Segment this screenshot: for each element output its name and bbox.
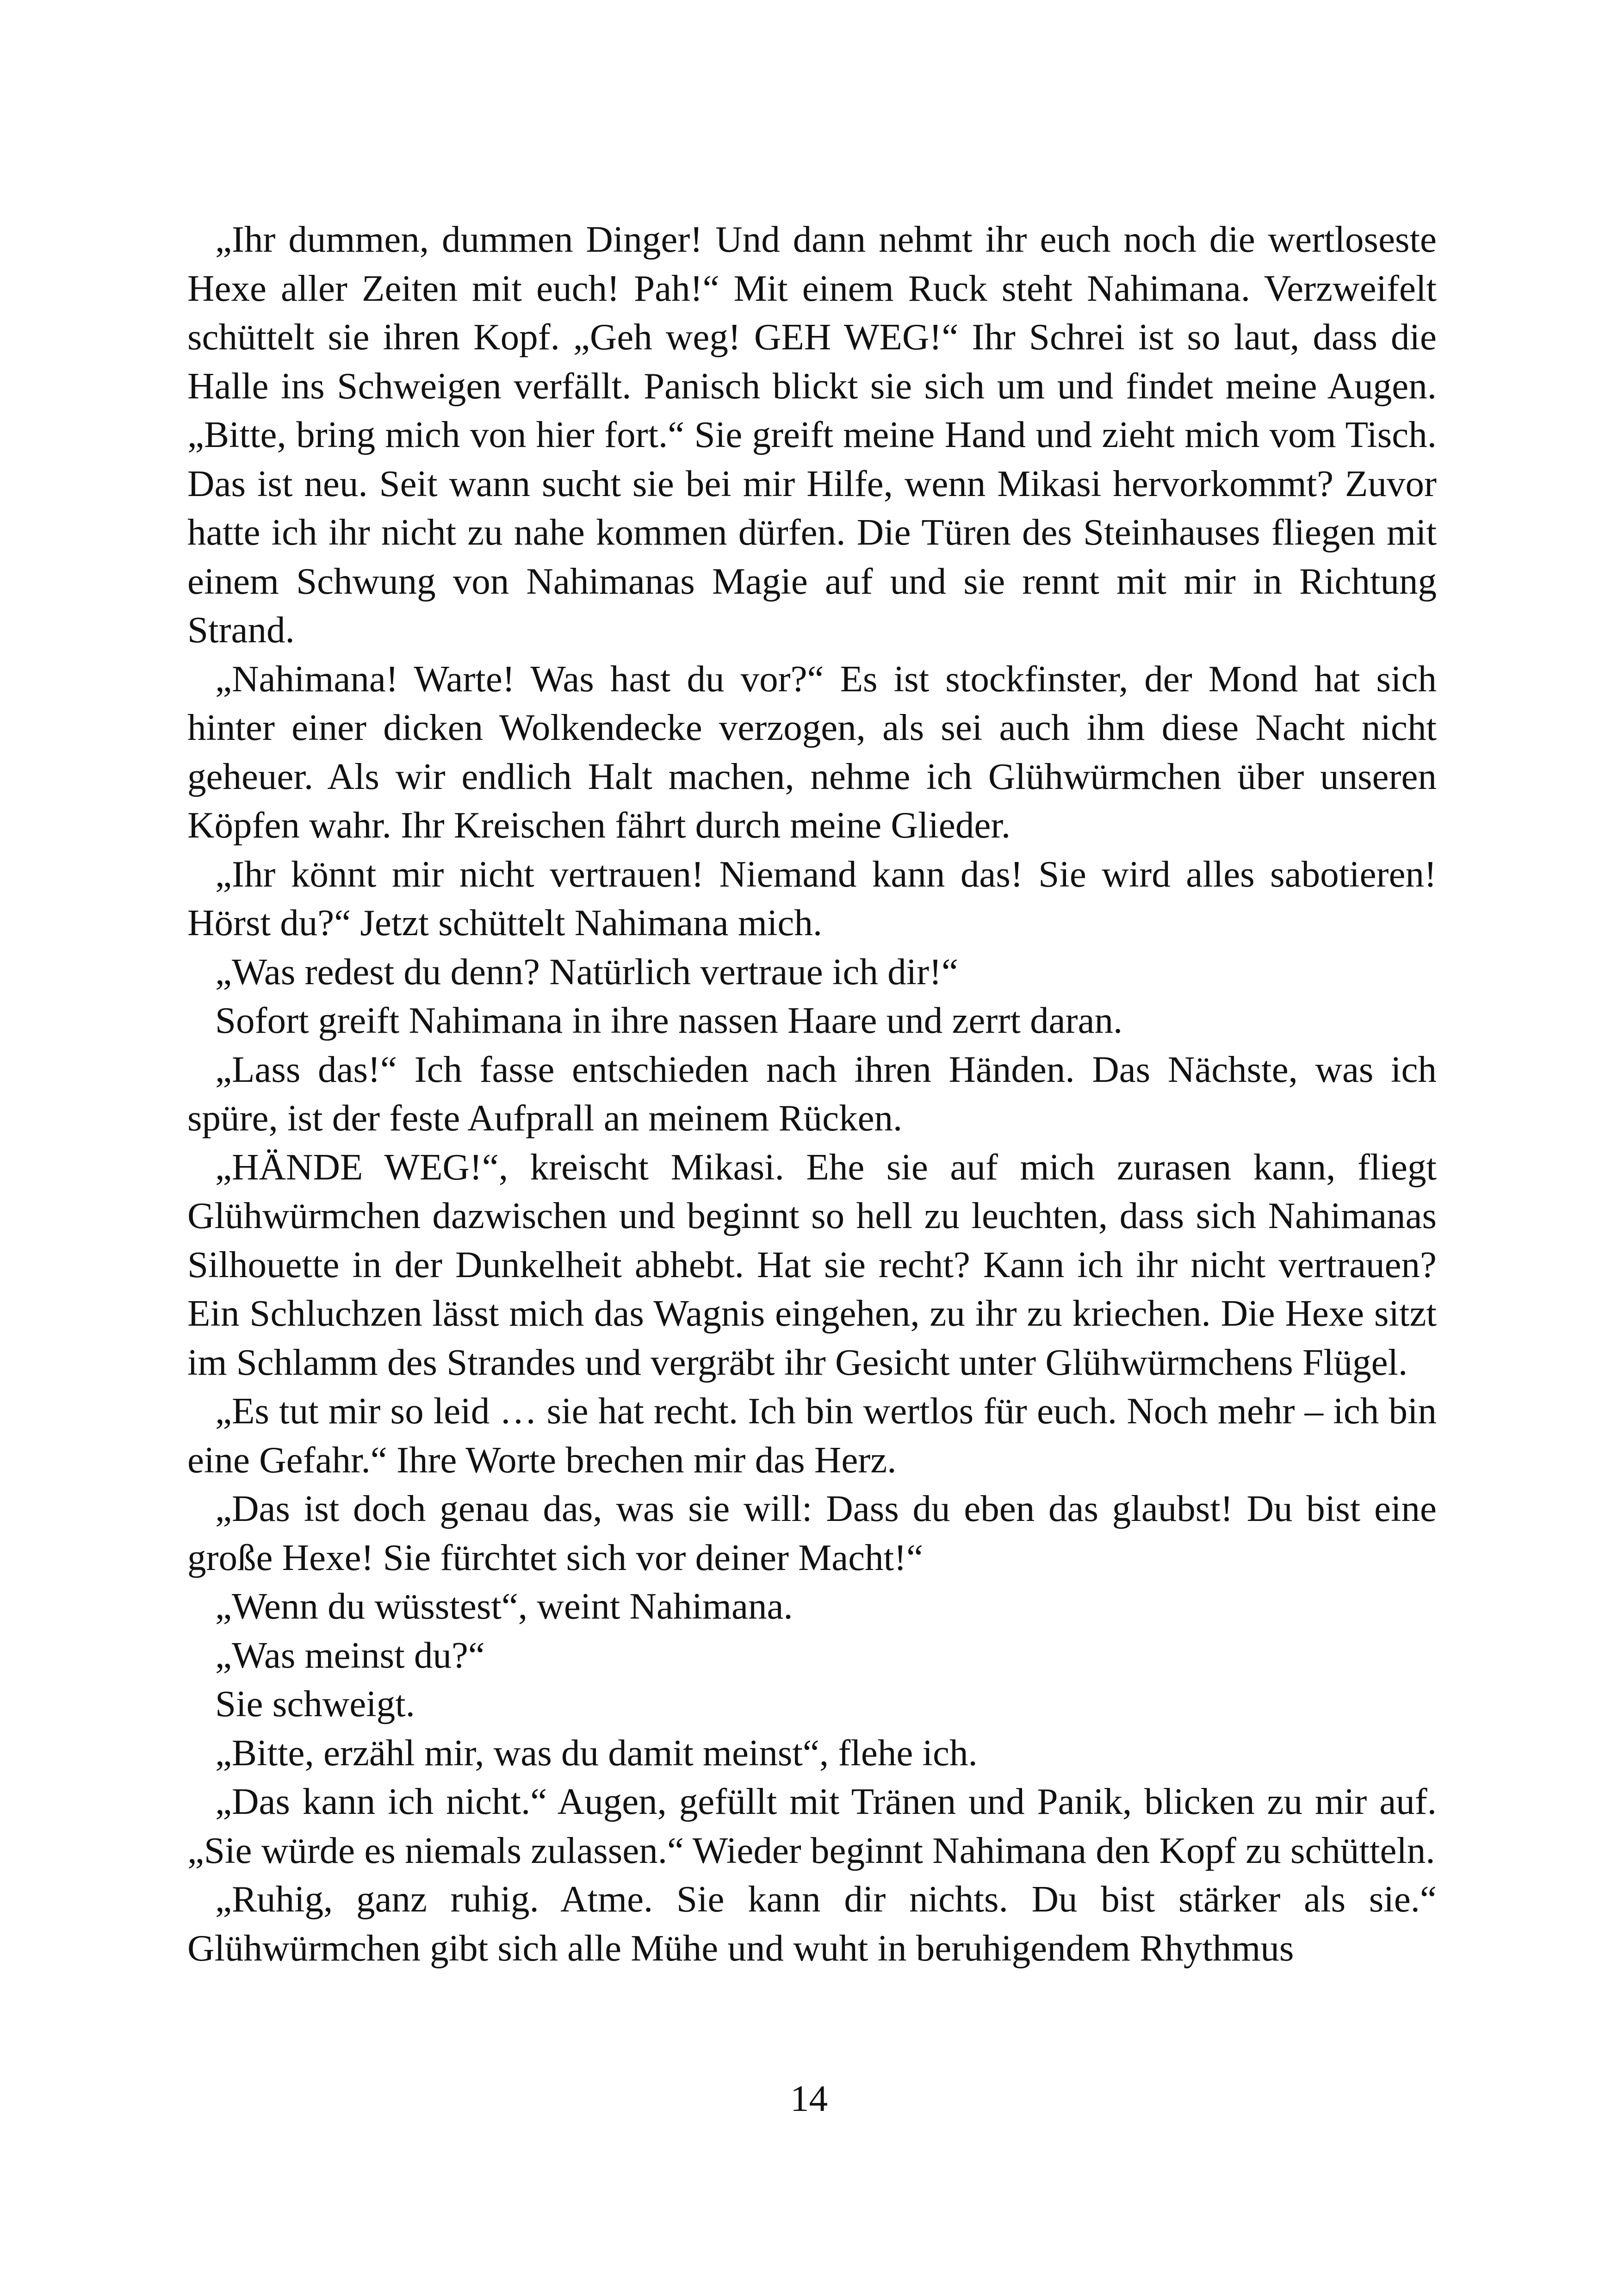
paragraph: „Nahimana! Warte! Was hast du vor?“ Es ist stockfinster, der Mond hat sich hinter einer dicken Wolkendecke verzogen, als sei auch ihm diese Nacht nicht geheuer. Als wir endlich Halt machen, nehme ich Glühwürmchen über unseren Köpfen wahr. Ihr Kreischen fährt durch meine Glieder. bbox=[187, 658, 1437, 846]
paragraph: „Was redest du denn? Natürlich vertraue ich dir!“ bbox=[215, 950, 958, 993]
body-text bbox=[187, 215, 1437, 1973]
paragraph: „Ihr dummen, dummen Dinger! Und dann nehmt ihr euch noch die wertloseste Hexe aller Zeiten mit euch! Pah!“ Mit einem Ruck steht Nahimana. Verzweifelt schüttelt sie ihren Kopf. „Geh weg! GEH WEG!“ Ihr Schrei ist so laut, dass die Halle ins Schweigen verfällt. Panisch blickt sie sich um und findet meine Augen. „Bitte, bring mich von hier fort.“ Sie greift meine Hand und zieht mich vom Tisch. Das ist neu. Seit wann sucht sie bei mir Hilfe, wenn Mikasi hervorkommt? Zuvor hatte ich ihr nicht zu nahe kommen dürfen. Die Türen des Steinhauses fliegen mit einem Schwung von Nahimanas Magie auf und sie rennt mit mir in Richtung Strand. bbox=[187, 218, 1437, 651]
paragraph: „Ruhig, ganz ruhig. Atme. Sie kann dir nichts. Du bist stärker als sie.“ Glühwürmchen gibt sich alle Mühe und wuht in beruhigendem Rhythmus bbox=[187, 1878, 1437, 1969]
paragraph: „Das kann ich nicht.“ Augen, gefüllt mit Tränen und Panik, blicken zu mir auf. „Sie würde es niemals zulassen.“ Wieder beginnt Nahimana den Kopf zu schütteln. bbox=[187, 1781, 1437, 1871]
paragraph: „Es tut mir so leid … sie hat recht. Ich bin wertlos für euch. Noch mehr – ich bin eine Gefahr.“ Ihre Worte brechen mir das Herz. bbox=[187, 1390, 1437, 1481]
paragraph: Sofort greift Nahimana in ihre nassen Haare und zerrt daran. bbox=[215, 999, 1123, 1041]
paragraph: „Das ist doch genau das, was sie will: Dass du eben das glaubst! Du bist eine große Hexe! Sie fürchtet sich vor deiner Macht!“ bbox=[187, 1488, 1437, 1578]
paragraph: „Wenn du wüsstest“, weint Nahimana. bbox=[215, 1585, 793, 1627]
paragraph: Sie schweigt. bbox=[215, 1683, 415, 1725]
page-number: 14 bbox=[790, 2078, 828, 2119]
paragraph: „Ihr könnt mir nicht vertrauen! Niemand kann das! Sie wird alles sabotieren! Hörst du?“ Jetzt schüttelt Nahimana mich. bbox=[187, 853, 1437, 943]
paragraph: „HÄNDE WEG!“, kreischt Mikasi. Ehe sie auf mich zurasen kann, fliegt Glühwürmchen dazwischen und beginnt so hell zu leuchten, dass sich Nahimanas Silhouette in der Dunkelheit abhebt. Hat sie recht? Kann ich ihr nicht vertrauen? Ein Schluchzen lässt mich das Wagnis eingehen, zu ihr zu kriechen. Die Hexe sitzt im Schlamm des Strandes und vergräbt ihr Gesicht unter Glühwürmchens Flügel. bbox=[187, 1146, 1437, 1383]
paragraph: „Was meinst du?“ bbox=[215, 1634, 485, 1676]
paragraph: „Bitte, erzähl mir, was du damit meinst“, flehe ich. bbox=[215, 1731, 978, 1774]
paragraph: „Lass das!“ Ich fasse entschieden nach ihren Händen. Das Nächste, was ich spüre, ist der feste Aufprall an meinem Rücken. bbox=[187, 1048, 1437, 1139]
